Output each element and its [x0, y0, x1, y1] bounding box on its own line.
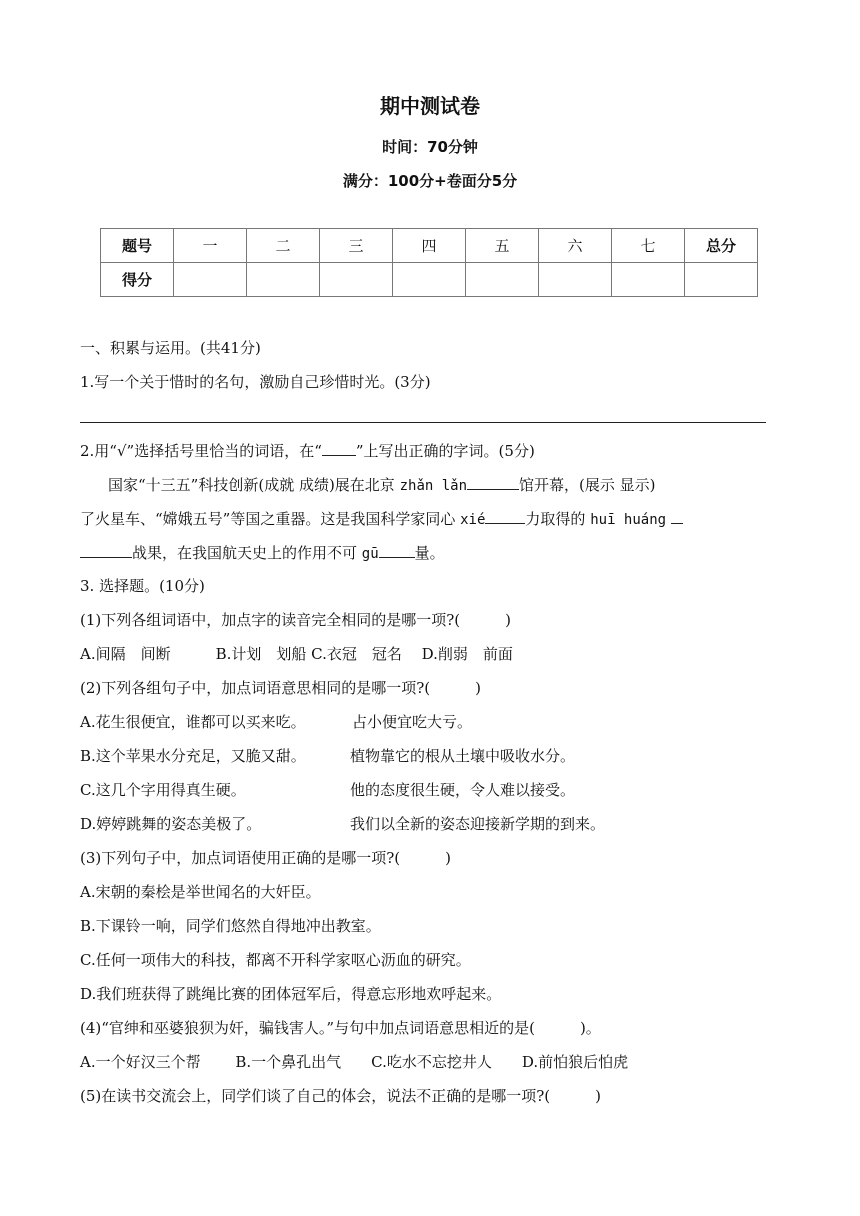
q3-2-option-a — [80, 712, 780, 732]
score-cell-empty[interactable] — [247, 263, 320, 297]
score-row-label: 得分 — [101, 263, 174, 297]
q2-text-b: ”上写出正确的字词。(5分) — [355, 442, 535, 460]
q2-p2-text-b: 力取得的 — [525, 510, 586, 528]
q3-3-option-c: C.任何一项伟大的科技，都离不开科学家呕心沥血的研究。 — [80, 951, 471, 969]
score-cell-header: 三 — [320, 229, 393, 263]
blank-xie[interactable] — [485, 508, 525, 524]
score-cell-header: 一 — [174, 229, 247, 263]
score-table-header-row — [101, 229, 758, 263]
pinyin-gu: gū — [361, 546, 379, 562]
q3-2-d-right: 我们以全新的姿态迎接新学期的到来。 — [350, 815, 606, 833]
score-cell-empty[interactable] — [174, 263, 247, 297]
blank-huihuang-start[interactable] — [671, 508, 683, 524]
q3-3-option-b: B.下课铃一响，同学们悠然自得地冲出教室。 — [80, 917, 381, 935]
question-3: 3. 选择题。(10分) — [80, 577, 205, 595]
pinyin-zhanlan: zhǎn lǎn — [399, 478, 468, 494]
q3-2-c-left: C.这几个字用得真生硬。 — [80, 781, 246, 799]
score-cell-header: 五 — [466, 229, 539, 263]
score-cell-empty[interactable] — [685, 263, 758, 297]
section-heading: 一、积累与运用。(共41分) — [80, 339, 261, 357]
q3-2-option-c — [80, 780, 780, 800]
score-cell-header: 二 — [247, 229, 320, 263]
question-2 — [80, 440, 535, 461]
q3-3-option-a: A.宋朝的秦桧是举世闻名的大奸臣。 — [80, 883, 321, 901]
q2-sample-blank — [322, 440, 356, 456]
q2-paragraph-line3 — [80, 542, 776, 564]
q3-2-b-left: B.这个苹果水分充足，又脆又甜。 — [80, 747, 306, 765]
blank-gu[interactable] — [379, 542, 415, 558]
q3-2-d-left: D.婷婷跳舞的姿态美极了。 — [80, 815, 262, 833]
score-cell-header: 四 — [393, 229, 466, 263]
answer-line[interactable] — [80, 422, 766, 423]
q2-p1-text-b: 馆开幕，(展示 显示) — [519, 476, 656, 494]
question-3-4: (4)“官绅和巫婆狼狈为奸，骗钱害人。”与句中加点词语意思相近的是( )。 — [80, 1019, 601, 1037]
score-table-score-row — [101, 263, 758, 297]
question-3-4-options: A.一个好汉三个帮 B.一个鼻孔出气 C.吃水不忘挖井人 D.前怕狼后怕虎 — [80, 1053, 629, 1071]
q3-2-option-b — [80, 746, 780, 766]
pinyin-huihuang: huī huáng — [590, 512, 667, 528]
exam-full-score: 满分：100分+卷面分5分 — [342, 172, 518, 190]
q3-3-option-d: D.我们班获得了跳绳比赛的团体冠军后，得意忘形地欢呼起来。 — [80, 985, 502, 1003]
score-cell-empty[interactable] — [612, 263, 685, 297]
q2-text-a: 2.用“√”选择括号里恰当的词语，在“ — [80, 442, 322, 460]
score-table — [100, 228, 758, 297]
q3-2-a-right: 占小便宜吃大亏。 — [352, 713, 473, 731]
q2-paragraph-line1 — [108, 474, 804, 496]
score-cell-header: 七 — [612, 229, 685, 263]
score-cell-header: 六 — [539, 229, 612, 263]
question-3-5: (5)在读书交流会上，同学们谈了自己的体会，说法不正确的是哪一项?( ) — [80, 1087, 601, 1105]
q3-2-b-right: 植物靠它的根从土壤中吸收水分。 — [350, 747, 576, 765]
blank-zhanlan[interactable] — [467, 474, 519, 490]
blank-huihuang[interactable] — [80, 542, 132, 558]
score-cell-empty[interactable] — [466, 263, 539, 297]
score-cell-header: 总分 — [685, 229, 758, 263]
q3-2-a-left: A.花生很便宜，谁都可以买来吃。 — [80, 713, 306, 731]
q2-p1-text: 国家“十三五”科技创新(成就 成绩)展在北京 — [108, 476, 395, 494]
question-1: 1.写一个关于惜时的名句，激励自己珍惜时光。(3分) — [80, 373, 431, 391]
score-cell-empty[interactable] — [539, 263, 612, 297]
q2-p3-text-b: 量。 — [414, 544, 445, 562]
score-cell-empty[interactable] — [393, 263, 466, 297]
question-3-1: (1)下列各组词语中，加点字的读音完全相同的是哪一项?( ) — [80, 611, 511, 629]
question-3-1-options: A.间隔 间断 B.计划 划船 C.衣冠 冠名 D.削弱 前面 — [80, 645, 513, 663]
q2-paragraph-line2 — [80, 508, 776, 530]
q3-2-c-right: 他的态度很生硬，令人难以接受。 — [350, 781, 576, 799]
question-3-3: (3)下列句子中，加点词语使用正确的是哪一项?( ) — [80, 849, 451, 867]
pinyin-xie: xié — [460, 512, 486, 528]
q2-p3-text: 战果，在我国航天史上的作用不可 — [132, 544, 358, 562]
question-3-2: (2)下列各组句子中，加点词语意思相同的是哪一项?( ) — [80, 679, 481, 697]
exam-title: 期中测试卷 — [380, 94, 480, 118]
score-cell-header: 题号 — [101, 229, 174, 263]
q3-2-option-d — [80, 814, 780, 834]
score-cell-empty[interactable] — [320, 263, 393, 297]
exam-time: 时间：70分钟 — [382, 138, 478, 156]
q2-p2-text: 了火星车、“嫦娥五号”等国之重器。这是我国科学家同心 — [80, 510, 456, 528]
